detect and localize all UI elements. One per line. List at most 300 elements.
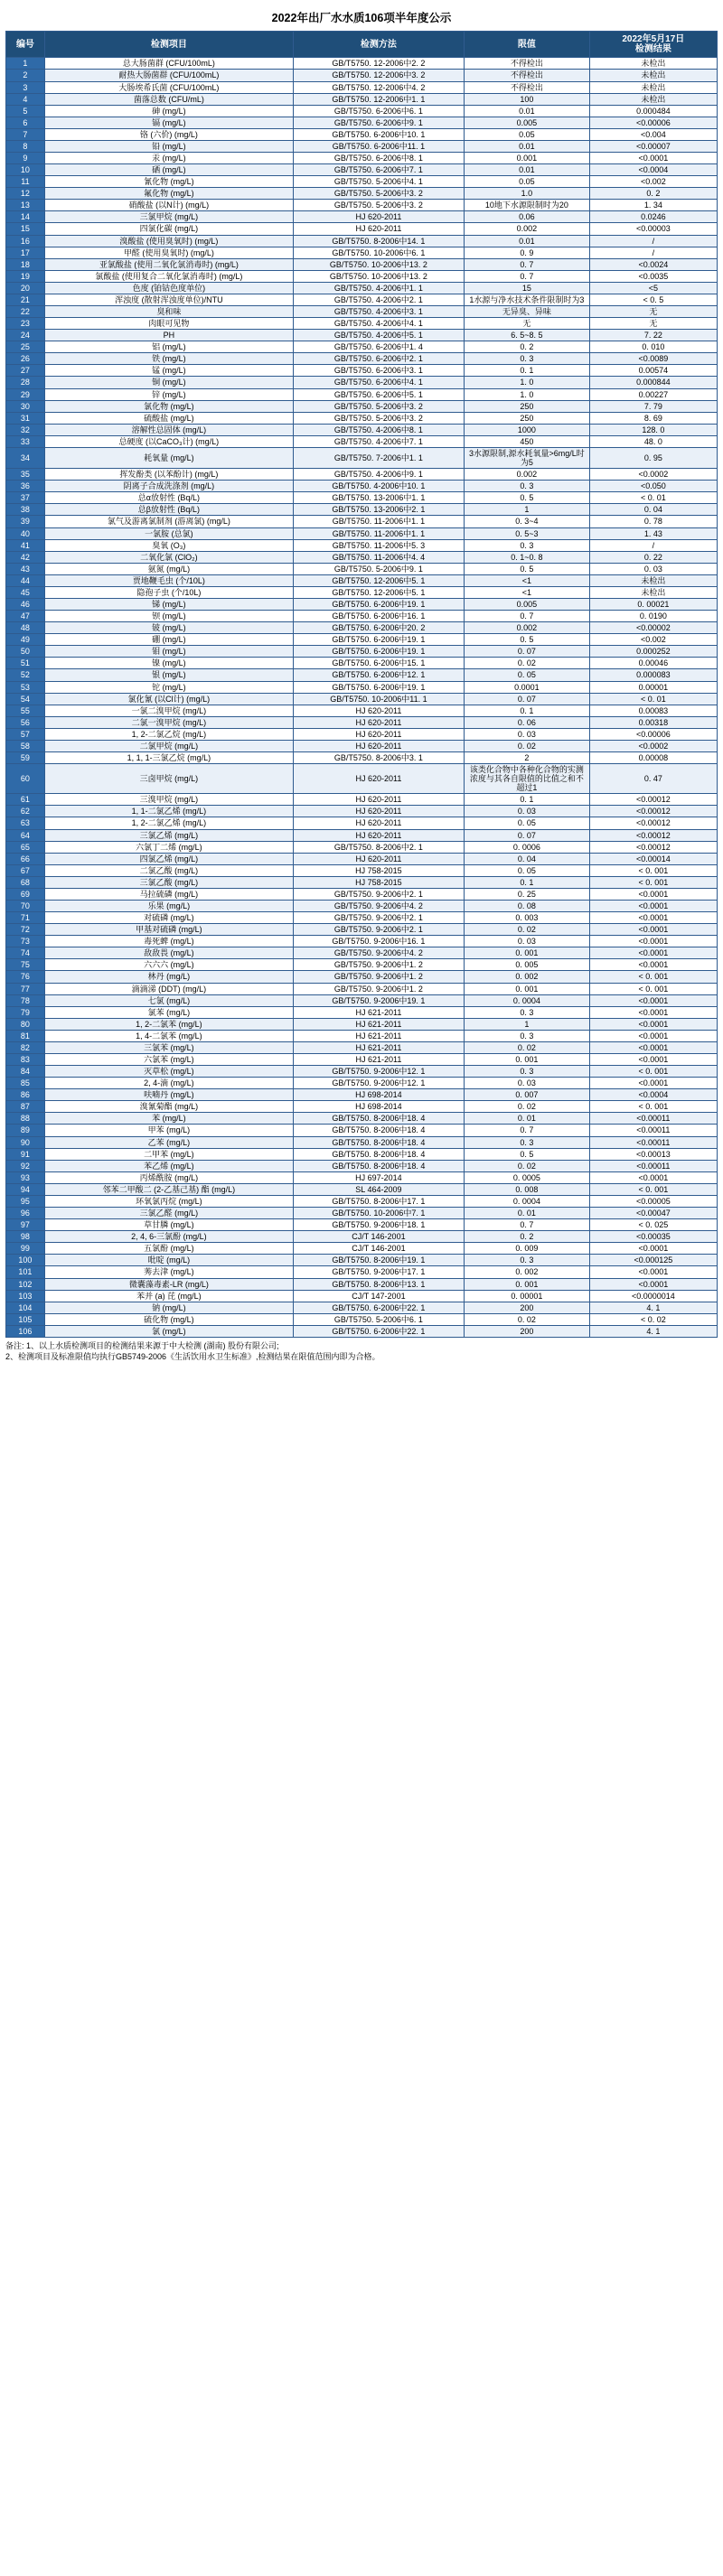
cell-no: 8 — [6, 140, 45, 152]
cell-result: 8. 69 — [589, 412, 717, 424]
table-row — [6, 1278, 718, 1290]
cell-limit: 0. 007 — [464, 1089, 589, 1101]
cell-limit: 0. 008 — [464, 1183, 589, 1195]
cell-no: 28 — [6, 377, 45, 388]
table-row — [6, 669, 718, 681]
cell-limit: 0. 08 — [464, 901, 589, 912]
cell-item: 二甲苯 (mg/L) — [44, 1148, 293, 1160]
cell-item: 二氯一溴甲烷 (mg/L) — [44, 716, 293, 728]
cell-result: 0.00008 — [589, 751, 717, 763]
cell-result: <0.0001 — [589, 936, 717, 947]
cell-no: 42 — [6, 551, 45, 563]
cell-item: 氯苯 (mg/L) — [44, 1006, 293, 1018]
cell-item: 乐果 (mg/L) — [44, 901, 293, 912]
table-row — [6, 1101, 718, 1113]
cell-method: HJ 621-2011 — [293, 1041, 464, 1053]
cell-method: HJ 620-2011 — [293, 853, 464, 864]
cell-item: 马拉硫磷 (mg/L) — [44, 888, 293, 900]
header-limit: 限值 — [464, 32, 589, 58]
table-row — [6, 1231, 718, 1243]
cell-item: 1, 1, 1-三氯乙烷 (mg/L) — [44, 751, 293, 763]
cell-method: GB/T5750. 9-2006中1. 2 — [293, 983, 464, 994]
cell-result: < 0. 01 — [589, 693, 717, 705]
cell-result: 0.00574 — [589, 365, 717, 377]
table-row — [6, 1266, 718, 1278]
cell-item: 贾地鞭毛虫 (个/10L) — [44, 574, 293, 586]
cell-limit: 0. 02 — [464, 1041, 589, 1053]
cell-method: GB/T5750. 6-2006中9. 1 — [293, 117, 464, 128]
table-row — [6, 294, 718, 305]
table-row — [6, 1171, 718, 1183]
cell-limit: 200 — [464, 1302, 589, 1313]
cell-item: 甲苯 (mg/L) — [44, 1125, 293, 1136]
cell-limit: 1. 0 — [464, 377, 589, 388]
cell-result: <0.0001 — [589, 1006, 717, 1018]
table-row — [6, 947, 718, 959]
table-row — [6, 258, 718, 270]
cell-no: 58 — [6, 740, 45, 751]
table-row — [6, 400, 718, 412]
cell-limit: 0. 3 — [464, 1136, 589, 1148]
cell-method: GB/T5750. 10-2006中11. 1 — [293, 693, 464, 705]
cell-method: GB/T5750. 6-2006中12. 1 — [293, 669, 464, 681]
cell-method: GB/T5750. 9-2006中4. 2 — [293, 947, 464, 959]
table-row — [6, 153, 718, 164]
table-row — [6, 365, 718, 377]
cell-limit: 250 — [464, 412, 589, 424]
table-row — [6, 447, 718, 468]
cell-limit: 0. 03 — [464, 1078, 589, 1089]
cell-limit: 0. 001 — [464, 1278, 589, 1290]
cell-limit: 0. 3 — [464, 1030, 589, 1041]
cell-result: <0.00011 — [589, 1113, 717, 1125]
cell-result: <0.0001 — [589, 888, 717, 900]
cell-item: 氰化物 (mg/L) — [44, 176, 293, 188]
header-method: 检测方法 — [293, 32, 464, 58]
cell-limit: 0. 5 — [464, 492, 589, 504]
cell-no: 94 — [6, 1183, 45, 1195]
cell-no: 45 — [6, 586, 45, 598]
cell-item: 六六六 (mg/L) — [44, 959, 293, 971]
cell-limit: 0. 0006 — [464, 841, 589, 853]
cell-method: HJ 620-2011 — [293, 817, 464, 829]
cell-limit: 0. 07 — [464, 829, 589, 841]
cell-method: HJ 620-2011 — [293, 223, 464, 235]
cell-no: 99 — [6, 1243, 45, 1255]
cell-no: 70 — [6, 901, 45, 912]
table-row — [6, 983, 718, 994]
cell-item: 七氯 (mg/L) — [44, 994, 293, 1006]
cell-result: 未检出 — [589, 81, 717, 93]
cell-result: <0.0001 — [589, 1078, 717, 1089]
cell-limit: 0. 7 — [464, 1125, 589, 1136]
table-row — [6, 658, 718, 669]
table-row — [6, 1195, 718, 1207]
cell-method: GB/T5750. 6-2006中19. 1 — [293, 634, 464, 646]
cell-method: HJ 621-2011 — [293, 1006, 464, 1018]
cell-no: 103 — [6, 1290, 45, 1302]
cell-result: <0.002 — [589, 176, 717, 188]
table-row — [6, 728, 718, 740]
cell-item: 阴离子合成洗涤剂 (mg/L) — [44, 481, 293, 492]
cell-limit: 0.01 — [464, 164, 589, 176]
cell-no: 10 — [6, 164, 45, 176]
cell-no: 83 — [6, 1054, 45, 1066]
cell-no: 18 — [6, 258, 45, 270]
cell-result: 0.00083 — [589, 705, 717, 716]
table-row — [6, 936, 718, 947]
cell-result: <0.0001 — [589, 1171, 717, 1183]
cell-item: 六氯苯 (mg/L) — [44, 1054, 293, 1066]
cell-limit: 0. 02 — [464, 924, 589, 936]
cell-item: 硫化物 (mg/L) — [44, 1313, 293, 1325]
cell-item: 三氯甲烷 (mg/L) — [44, 211, 293, 223]
cell-method: GB/T5750. 5-2006中3. 2 — [293, 188, 464, 200]
cell-method: GB/T5750. 9-2006中12. 1 — [293, 1066, 464, 1078]
cell-method: GB/T5750. 4-2006中8. 1 — [293, 424, 464, 435]
cell-no: 79 — [6, 1006, 45, 1018]
cell-method: CJ/T 146-2001 — [293, 1243, 464, 1255]
cell-no: 86 — [6, 1089, 45, 1101]
cell-result: <0.0001 — [589, 1054, 717, 1066]
cell-no: 95 — [6, 1195, 45, 1207]
cell-method: GB/T5750. 4-2006中1. 1 — [293, 282, 464, 294]
table-row — [6, 622, 718, 634]
cell-limit: 10地下水源限制时为20 — [464, 200, 589, 211]
cell-result: <0.00002 — [589, 622, 717, 634]
cell-item: 隐孢子虫 (个/10L) — [44, 586, 293, 598]
cell-limit: 0. 5 — [464, 563, 589, 574]
table-row — [6, 469, 718, 481]
cell-item: 苯并 (a) 芘 (mg/L) — [44, 1290, 293, 1302]
cell-no: 23 — [6, 318, 45, 330]
cell-no: 22 — [6, 306, 45, 318]
cell-item: 敌敌畏 (mg/L) — [44, 947, 293, 959]
cell-limit: 0. 2 — [464, 341, 589, 353]
cell-limit: 0.05 — [464, 128, 589, 140]
cell-method: HJ 620-2011 — [293, 705, 464, 716]
cell-limit: 0.0001 — [464, 681, 589, 693]
cell-limit: 0.06 — [464, 211, 589, 223]
cell-limit: 0. 3 — [464, 1066, 589, 1078]
cell-result: 未检出 — [589, 93, 717, 105]
cell-limit: 0. 001 — [464, 983, 589, 994]
cell-no: 16 — [6, 235, 45, 247]
cell-result: <0.0001 — [589, 901, 717, 912]
cell-limit: 0. 02 — [464, 740, 589, 751]
cell-no: 27 — [6, 365, 45, 377]
cell-no: 26 — [6, 353, 45, 365]
cell-result: <0.00047 — [589, 1208, 717, 1219]
cell-limit: 0. 7 — [464, 1219, 589, 1231]
cell-limit: 0. 3 — [464, 1255, 589, 1266]
cell-no: 66 — [6, 853, 45, 864]
cell-item: 微囊藻毒素-LR (mg/L) — [44, 1278, 293, 1290]
cell-method: GB/T5750. 6-2006中7. 1 — [293, 164, 464, 176]
cell-result: 0. 00021 — [589, 598, 717, 610]
cell-item: 溴氰菊酯 (mg/L) — [44, 1101, 293, 1113]
cell-method: GB/T5750. 8-2006中13. 1 — [293, 1278, 464, 1290]
table-row — [6, 1313, 718, 1325]
cell-limit: 不得检出 — [464, 81, 589, 93]
cell-item: 总α放射性 (Bq/L) — [44, 492, 293, 504]
cell-no: 6 — [6, 117, 45, 128]
table-row — [6, 574, 718, 586]
cell-no: 73 — [6, 936, 45, 947]
table-row — [6, 806, 718, 817]
cell-limit: 0. 002 — [464, 1266, 589, 1278]
cell-result: <0.0001 — [589, 947, 717, 959]
cell-no: 101 — [6, 1266, 45, 1278]
cell-item: 1, 4-二氯苯 (mg/L) — [44, 1030, 293, 1041]
cell-item: 灭草松 (mg/L) — [44, 1066, 293, 1078]
table-row — [6, 1041, 718, 1053]
cell-item: 总大肠菌群 (CFU/100mL) — [44, 58, 293, 70]
cell-result: <0.0001 — [589, 912, 717, 924]
cell-no: 5 — [6, 105, 45, 117]
cell-limit: 0. 02 — [464, 1101, 589, 1113]
cell-result: 0.000252 — [589, 646, 717, 658]
cell-no: 24 — [6, 330, 45, 341]
cell-no: 14 — [6, 211, 45, 223]
cell-limit: 100 — [464, 93, 589, 105]
cell-result: 0. 22 — [589, 551, 717, 563]
cell-no: 53 — [6, 681, 45, 693]
cell-limit: 0. 05 — [464, 817, 589, 829]
cell-item: 四氯乙烯 (mg/L) — [44, 853, 293, 864]
cell-method: GB/T5750. 4-2006中3. 1 — [293, 306, 464, 318]
cell-no: 46 — [6, 598, 45, 610]
cell-no: 39 — [6, 516, 45, 527]
cell-limit: 0.01 — [464, 105, 589, 117]
cell-limit: 0. 05 — [464, 864, 589, 876]
cell-method: GB/T5750. 6-2006中10. 1 — [293, 128, 464, 140]
cell-no: 52 — [6, 669, 45, 681]
table-row — [6, 1290, 718, 1302]
table-row — [6, 1219, 718, 1231]
cell-limit: 0. 1~0. 8 — [464, 551, 589, 563]
cell-result: 0. 47 — [589, 764, 717, 794]
cell-method: GB/T5750. 6-2006中5. 1 — [293, 388, 464, 400]
cell-limit: 0.005 — [464, 598, 589, 610]
cell-item: 肉眼可见物 — [44, 318, 293, 330]
cell-method: HJ 620-2011 — [293, 794, 464, 806]
header-result-date: 2022年5月17日 — [622, 34, 685, 44]
cell-result: <0.0001 — [589, 1030, 717, 1041]
cell-result: < 0. 001 — [589, 971, 717, 983]
cell-no: 11 — [6, 176, 45, 188]
cell-result: < 0. 001 — [589, 1101, 717, 1113]
cell-item: 臭氧 (O₃) — [44, 539, 293, 551]
cell-result: <0.0024 — [589, 258, 717, 270]
cell-limit: 0. 03 — [464, 936, 589, 947]
cell-result: < 0. 001 — [589, 864, 717, 876]
cell-item: 铅 (mg/L) — [44, 140, 293, 152]
cell-result: 无 — [589, 318, 717, 330]
cell-result: <0.0000014 — [589, 1290, 717, 1302]
cell-method: GB/T5750. 6-2006中19. 1 — [293, 681, 464, 693]
cell-item: 铬 (六价) (mg/L) — [44, 128, 293, 140]
cell-item: 铍 (mg/L) — [44, 622, 293, 634]
cell-item: 吡啶 (mg/L) — [44, 1255, 293, 1266]
cell-method: GB/T5750. 6-2006中15. 1 — [293, 658, 464, 669]
cell-item: 氯化氰 (以Cl计) (mg/L) — [44, 693, 293, 705]
cell-item: PH — [44, 330, 293, 341]
table-row — [6, 1183, 718, 1195]
water-quality-table — [5, 31, 718, 1338]
table-row — [6, 117, 718, 128]
cell-item: 铊 (mg/L) — [44, 681, 293, 693]
cell-method: GB/T5750. 6-2006中11. 1 — [293, 140, 464, 152]
cell-method: GB/T5750. 9-2006中16. 1 — [293, 936, 464, 947]
cell-result: 4. 1 — [589, 1302, 717, 1313]
cell-result: <0.0089 — [589, 353, 717, 365]
cell-item: 1, 2-二氯乙烯 (mg/L) — [44, 817, 293, 829]
cell-no: 71 — [6, 912, 45, 924]
cell-result: <0.00012 — [589, 817, 717, 829]
cell-method: GB/T5750. 5-2006中3. 2 — [293, 400, 464, 412]
cell-limit: 2 — [464, 751, 589, 763]
cell-limit: 1水源与净水技术条件限制时为3 — [464, 294, 589, 305]
table-row — [6, 318, 718, 330]
cell-method: GB/T5750. 6-2006中1. 4 — [293, 341, 464, 353]
cell-result: 1. 34 — [589, 200, 717, 211]
cell-limit: 0. 3 — [464, 353, 589, 365]
cell-limit: 15 — [464, 282, 589, 294]
cell-item: 苯乙烯 (mg/L) — [44, 1160, 293, 1171]
cell-item: 四氯化碳 (mg/L) — [44, 223, 293, 235]
cell-result: < 0. 001 — [589, 983, 717, 994]
cell-result: <0.00006 — [589, 117, 717, 128]
cell-item: 氨氮 (mg/L) — [44, 563, 293, 574]
cell-limit: 0. 2 — [464, 1231, 589, 1243]
table-row — [6, 200, 718, 211]
cell-no: 90 — [6, 1136, 45, 1148]
cell-limit: 0.01 — [464, 140, 589, 152]
cell-method: GB/T5750. 9-2006中2. 1 — [293, 924, 464, 936]
cell-item: 三溴甲烷 (mg/L) — [44, 794, 293, 806]
cell-method: GB/T5750. 8-2006中18. 4 — [293, 1125, 464, 1136]
cell-method: HJ 620-2011 — [293, 806, 464, 817]
cell-result: 未检出 — [589, 574, 717, 586]
table-row — [6, 1078, 718, 1089]
cell-method: GB/T5750. 11-2006中1. 1 — [293, 527, 464, 539]
cell-method: GB/T5750. 10-2006中13. 2 — [293, 270, 464, 282]
table-row — [6, 901, 718, 912]
cell-limit: 0.002 — [464, 223, 589, 235]
table-row — [6, 1208, 718, 1219]
cell-no: 49 — [6, 634, 45, 646]
cell-method: GB/T5750. 4-2006中2. 1 — [293, 294, 464, 305]
table-row — [6, 330, 718, 341]
cell-result: <0.00011 — [589, 1136, 717, 1148]
table-row — [6, 693, 718, 705]
table-row — [6, 598, 718, 610]
cell-item: 锰 (mg/L) — [44, 365, 293, 377]
cell-method: GB/T5750. 13-2006中1. 1 — [293, 492, 464, 504]
cell-result: 1. 43 — [589, 527, 717, 539]
cell-item: 对硫磷 (mg/L) — [44, 912, 293, 924]
cell-limit: 无异臭、异味 — [464, 306, 589, 318]
table-row — [6, 646, 718, 658]
table-row — [6, 388, 718, 400]
cell-no: 60 — [6, 764, 45, 794]
cell-item: 硫酸盐 (mg/L) — [44, 412, 293, 424]
cell-no: 77 — [6, 983, 45, 994]
cell-no: 51 — [6, 658, 45, 669]
table-row — [6, 563, 718, 574]
cell-limit: 0. 07 — [464, 693, 589, 705]
cell-result: 0.00046 — [589, 658, 717, 669]
cell-limit: 0. 3 — [464, 539, 589, 551]
cell-method: GB/T5750. 9-2006中18. 1 — [293, 1219, 464, 1231]
cell-method: GB/T5750. 6-2006中22. 1 — [293, 1302, 464, 1313]
cell-method: HJ 621-2011 — [293, 1030, 464, 1041]
cell-no: 7 — [6, 128, 45, 140]
table-row — [6, 481, 718, 492]
cell-item: 溶解性总固体 (mg/L) — [44, 424, 293, 435]
cell-limit: 不得检出 — [464, 70, 589, 81]
table-body — [6, 58, 718, 1338]
cell-limit: 0. 25 — [464, 888, 589, 900]
cell-no: 33 — [6, 435, 45, 447]
table-row — [6, 435, 718, 447]
table-row — [6, 853, 718, 864]
table-row — [6, 764, 718, 794]
table-row — [6, 188, 718, 200]
table-row — [6, 611, 718, 622]
cell-limit: 6. 5~8. 5 — [464, 330, 589, 341]
cell-item: 六氯丁二烯 (mg/L) — [44, 841, 293, 853]
cell-method: GB/T5750. 6-2006中22. 1 — [293, 1325, 464, 1337]
cell-result: / — [589, 235, 717, 247]
cell-no: 1 — [6, 58, 45, 70]
cell-no: 54 — [6, 693, 45, 705]
cell-method: GB/T5750. 6-2006中19. 1 — [293, 598, 464, 610]
cell-limit: 0. 7 — [464, 611, 589, 622]
cell-item: 钼 (mg/L) — [44, 646, 293, 658]
cell-no: 68 — [6, 876, 45, 888]
cell-method: GB/T5750. 5-2006中3. 2 — [293, 200, 464, 211]
cell-result: 未检出 — [589, 58, 717, 70]
table-row — [6, 876, 718, 888]
cell-method: GB/T5750. 6-2006中4. 1 — [293, 377, 464, 388]
cell-item: 氯化物 (mg/L) — [44, 400, 293, 412]
cell-item: 钡 (mg/L) — [44, 611, 293, 622]
cell-method: GB/T5750. 8-2006中19. 1 — [293, 1255, 464, 1266]
cell-item: 铁 (mg/L) — [44, 353, 293, 365]
table-row — [6, 716, 718, 728]
cell-limit: 0. 04 — [464, 853, 589, 864]
cell-item: 三氯乙酸 (mg/L) — [44, 876, 293, 888]
cell-result: 0.00227 — [589, 388, 717, 400]
cell-item: 氯气及游离氯制剂 (游离氯) (mg/L) — [44, 516, 293, 527]
cell-no: 104 — [6, 1302, 45, 1313]
cell-item: 二氧化氯 (ClO₂) — [44, 551, 293, 563]
cell-method: GB/T5750. 8-2006中14. 1 — [293, 235, 464, 247]
cell-no: 74 — [6, 947, 45, 959]
cell-item: 三氯苯 (mg/L) — [44, 1041, 293, 1053]
cell-result: <0.0002 — [589, 740, 717, 751]
cell-method: HJ 698-2014 — [293, 1089, 464, 1101]
cell-no: 29 — [6, 388, 45, 400]
cell-result: < 0. 01 — [589, 492, 717, 504]
cell-item: 丙烯酰胺 (mg/L) — [44, 1171, 293, 1183]
cell-method: SL 464-2009 — [293, 1183, 464, 1195]
cell-result: <0.0001 — [589, 1243, 717, 1255]
cell-method: GB/T5750. 11-2006中4. 4 — [293, 551, 464, 563]
cell-no: 64 — [6, 829, 45, 841]
